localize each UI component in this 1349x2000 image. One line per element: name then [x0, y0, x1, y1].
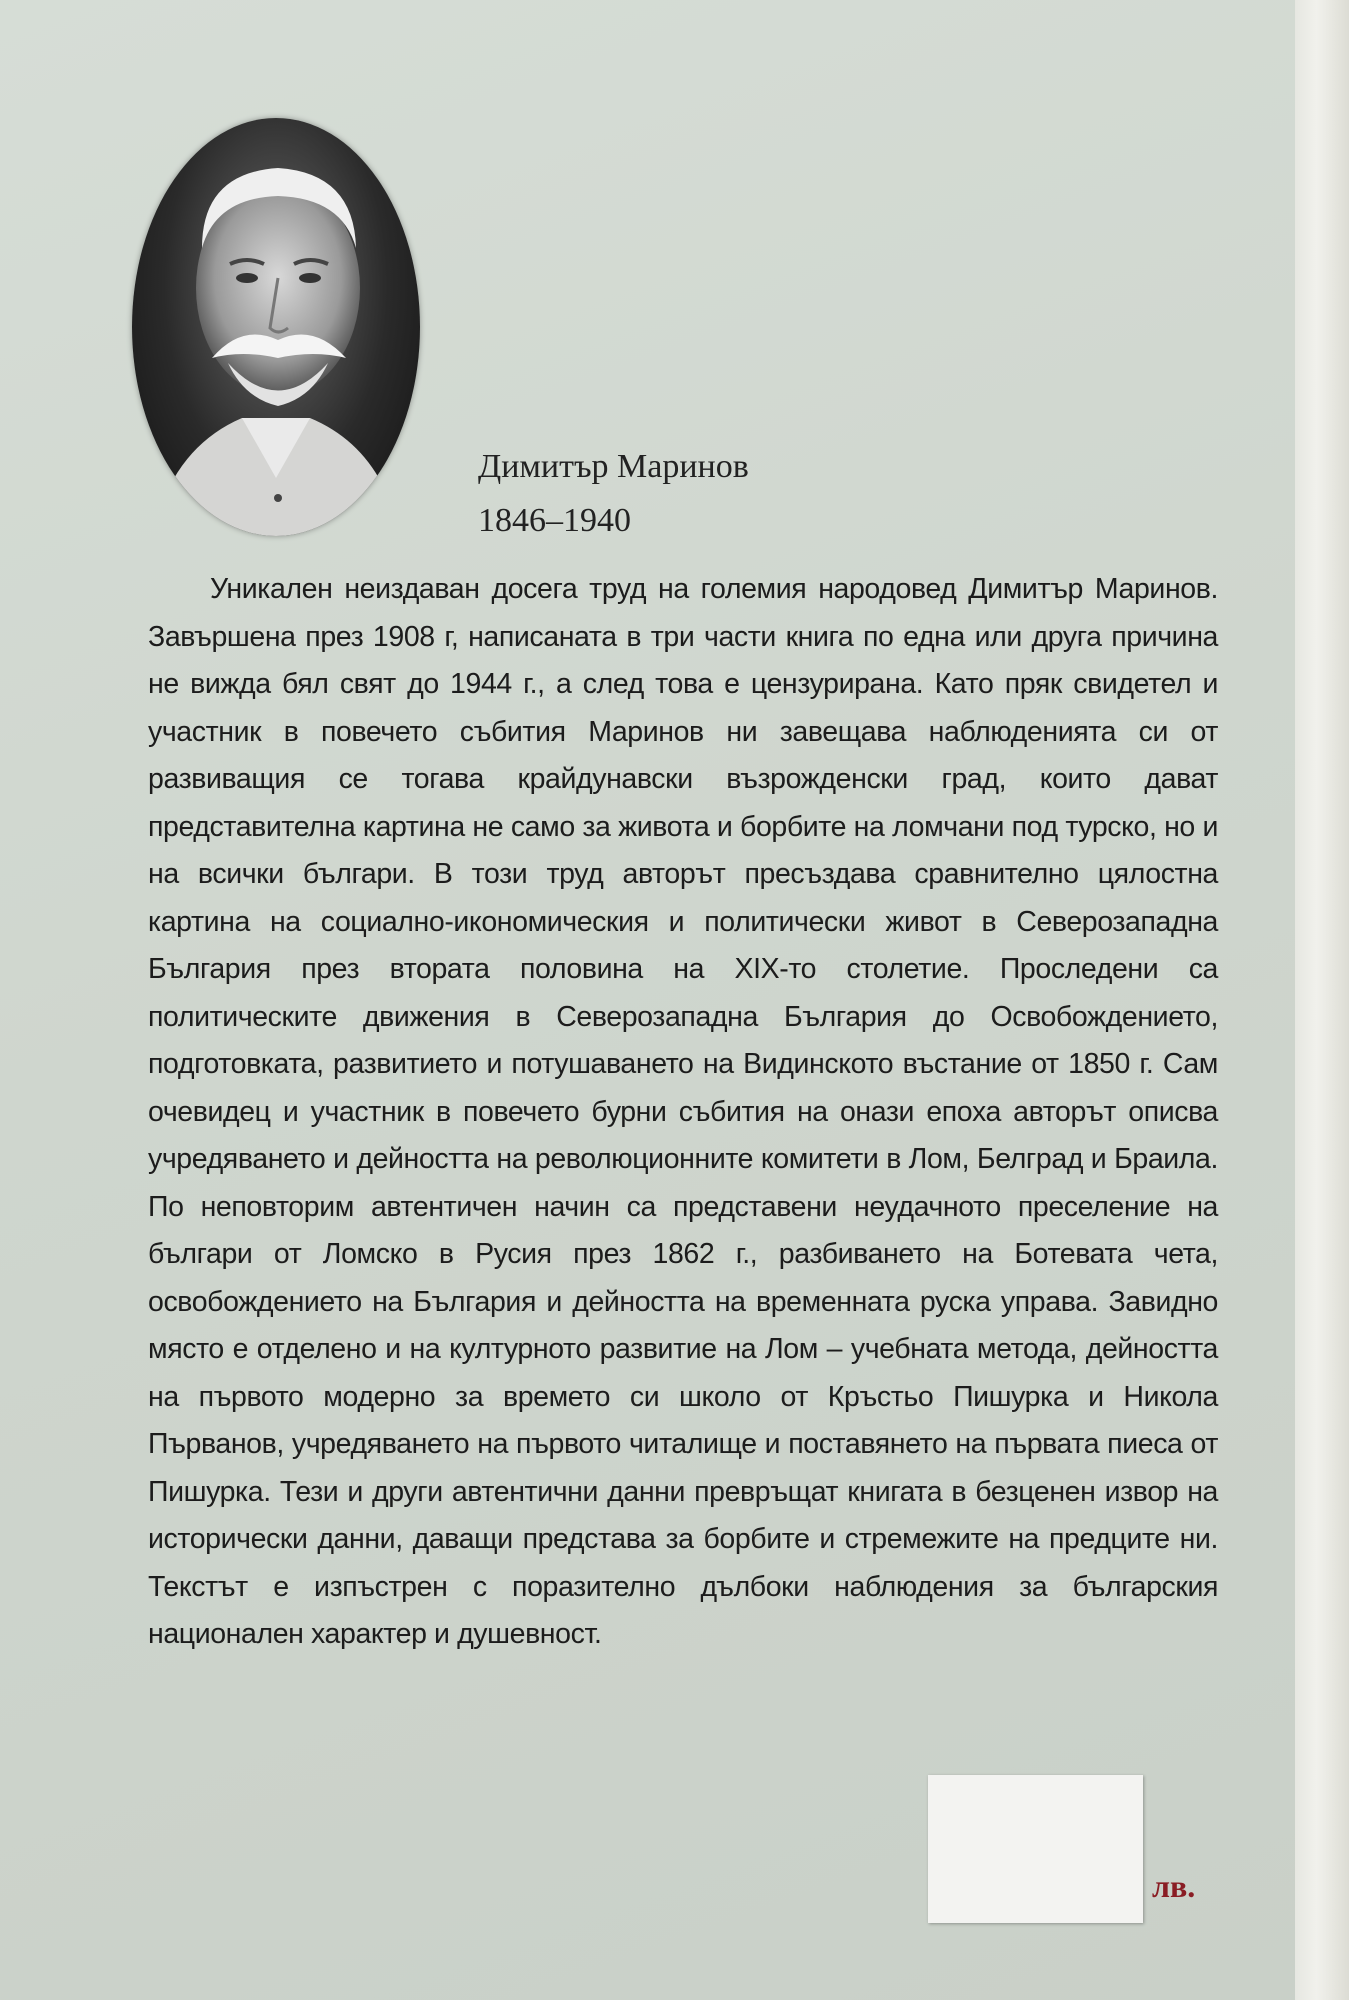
- author-portrait: [132, 118, 420, 536]
- price-sticker: [928, 1775, 1143, 1923]
- book-edge: [1295, 0, 1349, 2000]
- author-years: 1846–1940: [478, 502, 631, 539]
- book-description: Уникален неиздаван досега труд на големия народовед Димитър Маринов. Завършена през 1908 г, написаната в три части книга по една или друга причина не вижда бял свят до 1944 г., а след това е цензурирана. Като пряк свидетел и участник в повечето събития Маринов ни завещава наблюденията си от развиващия се тогава крайдунавски възрожденски град, които дават представителна картина не само за живота и борбите на ломчани под турско, но и на всички българи. В този труд авторът пресъздава сравнително цялостна картина на социално-икономическия и политически живот в Северозападна България през втората половина на XIX-то столетие. Проследени са политическите движения в Северозападна България до Освобождението, подготовката, развитието и потушаването на Видинското въстание от 1850 г. Сам очевидец и участник в повечето бурни събития на онази епоха авторът описва учредяването и дейността на революционните комитети в Лом, Белград и Браила. По неповторим автентичен начин са представени неудачното преселение на българи от Ломско в Русия през 1862 г., разбиването на Ботевата чета, освобождението на България и дейността на временната руска управа. Завидно място е отделено и на културното развитие на Лом – учебната метода, дейността на първото модерно за времето си школо от Кръстьо Пишурка и Никола Първанов, учредяването на първото читалище и поставянето на първата пиеса от Пишурка. Тези и други автентични данни превръщат книгата в безценен извор на исторически данни, даващи представа за борбите и стремежите на предците ни. Текстът е изпъстрен с поразително дълбоки наблюдения за българския национален характер и душевност.: [148, 573, 1218, 1650]
- price-currency: лв.: [1152, 1868, 1196, 1904]
- author-name: Димитър Маринов: [478, 448, 749, 485]
